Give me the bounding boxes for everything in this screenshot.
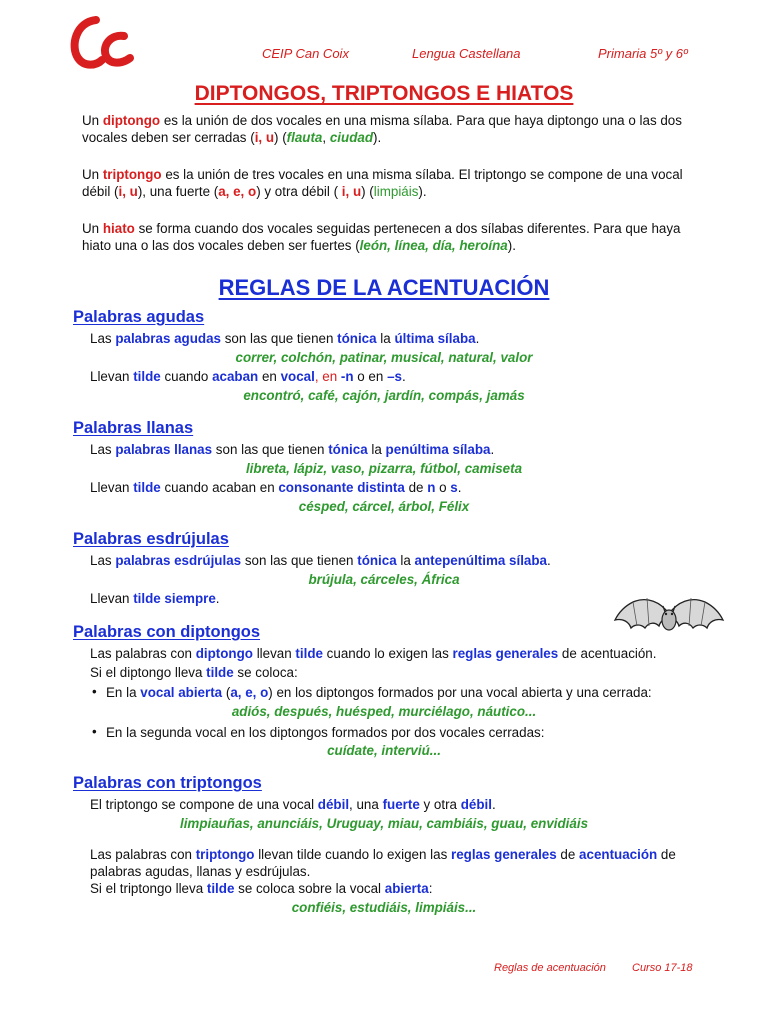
- triptongos-abierta-rule: Si el triptongo lleva tilde se coloca sobre la vocal abierta:: [90, 881, 433, 896]
- llanas-tilde-rule: Llevan tilde cuando acaban en consonante distinta de n o s.: [90, 480, 462, 495]
- triptongos-rule: El triptongo se compone de una vocal débil, una fuerte y otra débil.: [90, 797, 496, 812]
- esdrujulas-tilde-rule: Llevan tilde siempre.: [90, 591, 220, 606]
- triptongos-examples-2: confiéis, estudiáis, limpiáis...: [291, 900, 477, 915]
- triptongos-examples-1: limpiauñas, anunciáis, Uruguay, miau, cambiáis, guau, envidiáis: [179, 816, 589, 831]
- diptongos-bullet-abierta: En la vocal abierta (a, e, o) en los diptongos formados por una vocal abierta y una cerrada:: [106, 685, 652, 700]
- bullet-dot-icon: •: [92, 684, 97, 699]
- hiato-definition: Un hiato se forma cuando dos vocales seguidas pertenecen a dos sílabas diferentes. Para que haya hiato una o las dos vocales deben ser fuertes (león, línea, día, heroína).: [82, 221, 681, 253]
- diptongos-tilde-rule: Si el diptongo lleva tilde se coloca:: [90, 665, 298, 680]
- triptongos-tilde-rule: Las palabras con triptongo llevan tilde cuando lo exigen las reglas generales de acentuación de palabras agudas, llanas y esdrújulas.: [90, 847, 676, 879]
- header-school: CEIP Can Coix: [262, 46, 349, 61]
- agudas-rule: Las palabras agudas son las que tienen tónica la última sílaba.: [90, 331, 480, 346]
- esdrujulas-examples: brújula, cárceles, África: [308, 572, 460, 587]
- rules-title: REGLAS DE LA ACENTUACIÓN: [218, 275, 550, 300]
- section-agudas-heading: Palabras agudas: [73, 308, 205, 326]
- footer-doc-title: Reglas de acentuación: [494, 962, 606, 974]
- diptongos-bullet-cerradas: En la segunda vocal en los diptongos formados por dos vocales cerradas:: [106, 725, 545, 740]
- agudas-examples-1: correr, colchón, patinar, musical, natural, valor: [235, 350, 533, 365]
- triptongo-definition: Un triptongo es la unión de tres vocales en una misma sílaba. El triptongo se compone de una vocal débil (i, u), una fuerte (a, e, o) y otra débil ( i, u) (limpiáis).: [82, 167, 683, 199]
- llanas-rule: Las palabras llanas son las que tienen tónica la penúltima sílaba.: [90, 442, 495, 457]
- section-diptongos-heading: Palabras con diptongos: [73, 623, 261, 641]
- agudas-tilde-rule: Llevan tilde cuando acaban en vocal, en -n o en –s.: [90, 369, 406, 384]
- bat-icon: [613, 592, 725, 650]
- page-title: DIPTONGOS, TRIPTONGOS E HIATOS: [194, 82, 574, 105]
- llanas-examples-1: libreta, lápiz, vaso, pizarra, fútbol, camiseta: [245, 461, 523, 476]
- cc-logo-icon: [66, 12, 136, 70]
- esdrujulas-rule: Las palabras esdrújulas son las que tienen tónica la antepenúltima sílaba.: [90, 553, 551, 568]
- diptongos-examples-2: cuídate, interviú...: [327, 743, 441, 758]
- diptongos-rule: Las palabras con diptongo llevan tilde cuando lo exigen las reglas generales de acentuación.: [90, 646, 657, 661]
- header-level: Primaria 5º y 6º: [598, 46, 688, 61]
- footer-course: Curso 17-18: [632, 962, 693, 974]
- diptongo-definition: Un diptongo es la unión de dos vocales en una misma sílaba. Para que haya diptongo una o las dos vocales deben ser cerradas (i, u) (flauta, ciudad).: [82, 113, 682, 145]
- section-llanas-heading: Palabras llanas: [73, 419, 194, 437]
- section-triptongos-heading: Palabras con triptongos: [73, 774, 262, 792]
- agudas-examples-2: encontró, café, cajón, jardín, compás, jamás: [243, 388, 525, 403]
- llanas-examples-2: césped, cárcel, árbol, Félix: [298, 499, 470, 514]
- section-esdrujulas-heading: Palabras esdrújulas: [73, 530, 229, 548]
- bullet-dot-icon: •: [92, 724, 97, 739]
- header-subject: Lengua Castellana: [412, 46, 521, 61]
- diptongos-examples-1: adiós, después, huésped, murciélago, náutico...: [231, 704, 537, 719]
